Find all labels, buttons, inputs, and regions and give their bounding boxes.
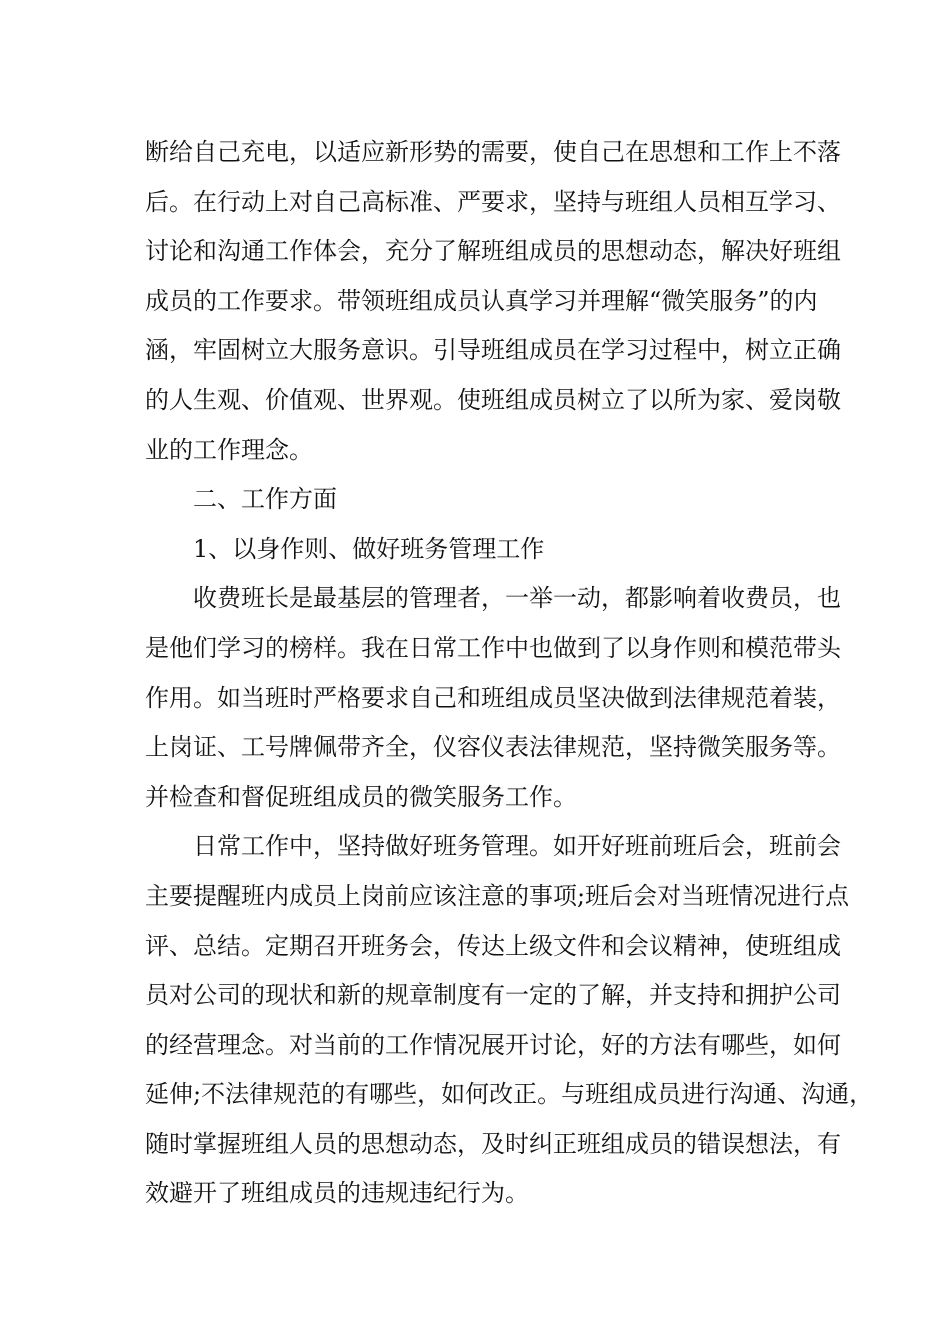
text-line: 并检查和督促班组成员的微笑服务工作。 bbox=[145, 782, 577, 811]
text-line: 效避开了班组成员的违规违纪行为。 bbox=[145, 1179, 529, 1208]
text-line: 涵，牢固树立大服务意识。引导班组成员在学习过程中，树立正确 bbox=[145, 336, 841, 365]
paragraph-continuation bbox=[145, 128, 841, 475]
text-line: 成员的工作要求。带领班组成员认真学习并理解“微笑服务”的内 bbox=[145, 286, 818, 315]
text-line: 延伸;不法律规范的有哪些，如何改正。与班组成员进行沟通、沟通， bbox=[145, 1080, 874, 1109]
paragraph-example bbox=[145, 574, 841, 822]
document-body bbox=[145, 128, 874, 1219]
text-line: 随时掌握班组人员的思想动态，及时纠正班组成员的错误想法，有 bbox=[145, 1129, 841, 1158]
text-line: 作用。如当班时严格要求自己和班组成员坚决做到法律规范着装， bbox=[145, 683, 841, 712]
text-line: 日常工作中，坚持做好班务管理。如开好班前班后会，班前会 bbox=[193, 832, 841, 861]
text-line: 后。在行动上对自己高标准、严要求，坚持与班组人员相互学习、 bbox=[145, 187, 841, 216]
text-line: 主要提醒班内成员上岗前应该注意的事项;班后会对当班情况进行点 bbox=[145, 881, 850, 910]
subsection-heading: 1、以身作则、做好班务管理工作 bbox=[193, 534, 545, 563]
text-line: 是他们学习的榜样。我在日常工作中也做到了以身作则和模范带头 bbox=[145, 633, 841, 662]
text-line: 评、总结。定期召开班务会，传达上级文件和会议精神，使班组成 bbox=[145, 931, 841, 960]
text-line: 讨论和沟通工作体会，充分了解班组成员的思想动态，解决好班组 bbox=[145, 237, 841, 266]
text-line: 业的工作理念。 bbox=[145, 435, 313, 464]
paragraph-management bbox=[145, 822, 874, 1219]
text-line: 断给自己充电，以适应新形势的需要，使自己在思想和工作上不落 bbox=[145, 138, 841, 166]
section-heading: 二、工作方面 bbox=[193, 485, 337, 514]
text-line: 上岗证、工号牌佩带齐全，仪容仪表法律规范，坚持微笑服务等。 bbox=[145, 733, 841, 762]
text-line: 的人生观、价值观、世界观。使班组成员树立了以所为家、爱岗敬 bbox=[145, 385, 841, 414]
text-line: 的经营理念。对当前的工作情况展开讨论，好的方法有哪些，如何 bbox=[145, 1030, 841, 1059]
text-line: 员对公司的现状和新的规章制度有一定的了解，并支持和拥护公司 bbox=[145, 981, 841, 1010]
text-line: 收费班长是最基层的管理者，一举一动，都影响着收费员，也 bbox=[193, 584, 841, 613]
